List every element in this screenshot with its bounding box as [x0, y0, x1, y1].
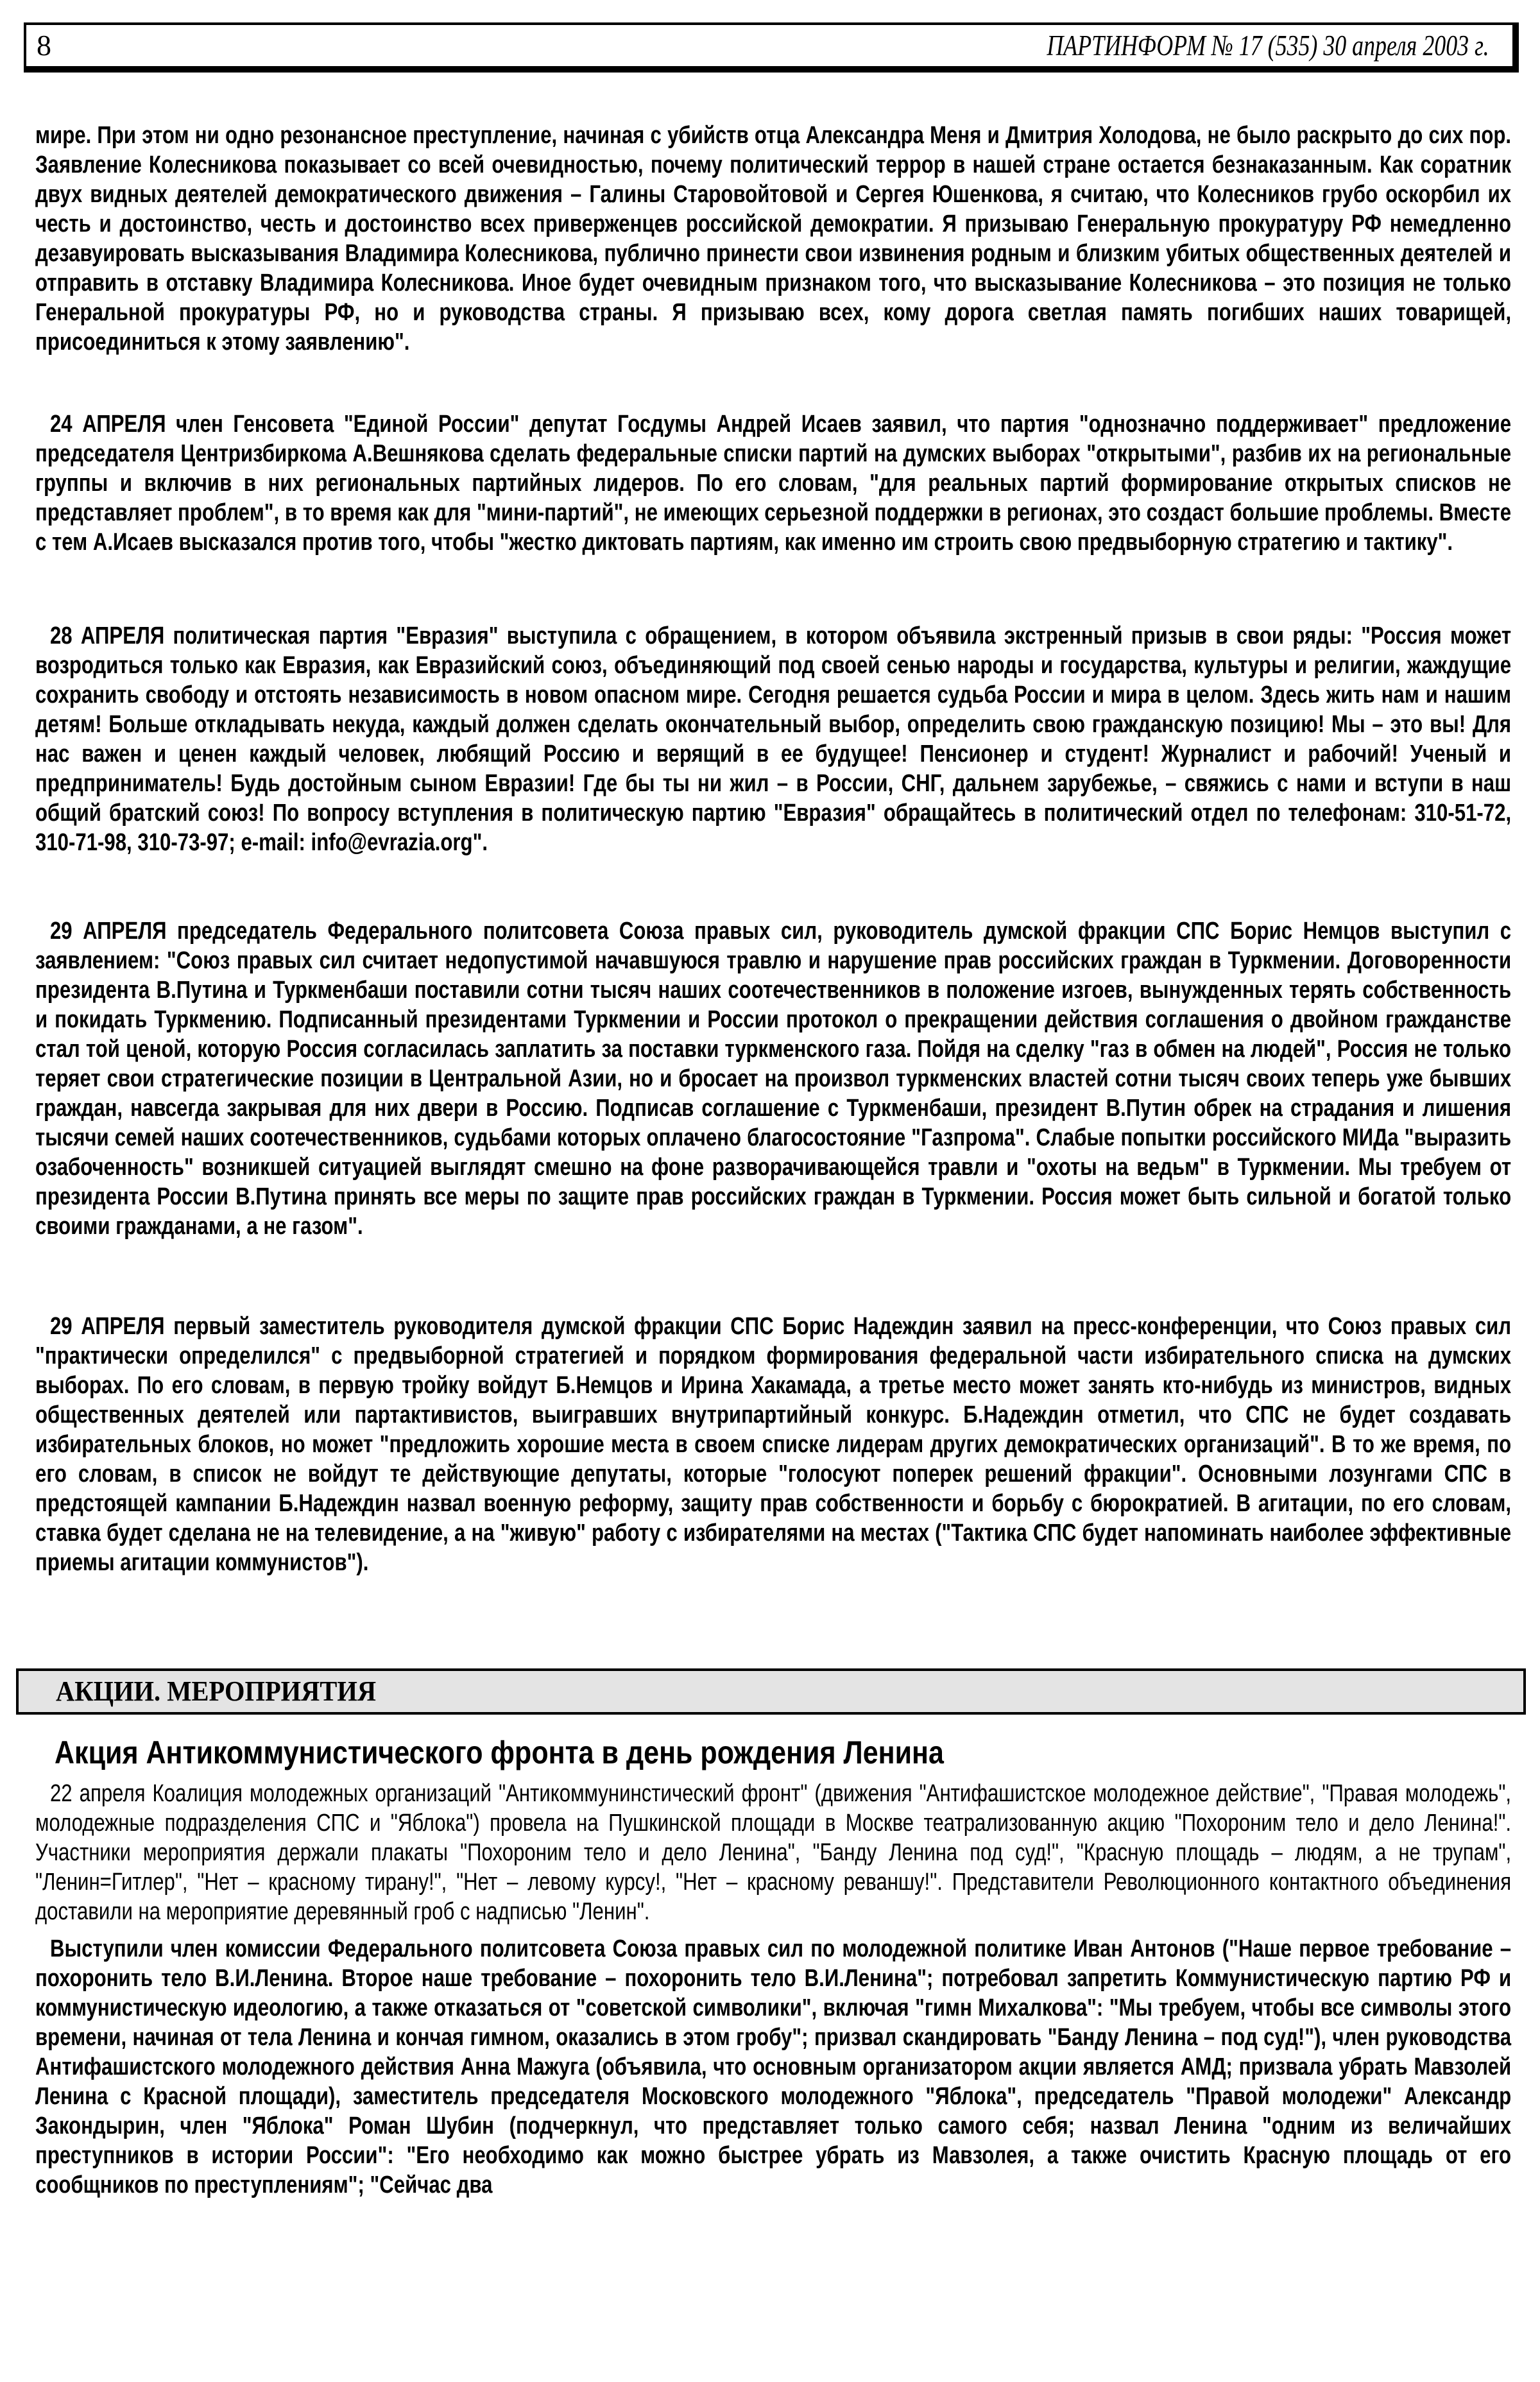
news-date: 29 АПРЕЛЯ	[49, 1313, 165, 1340]
news-text	[35, 121, 1511, 357]
news-body: первый заместитель руководителя думской фракции СПС Борис Надеждин заявил на пресс-конференции, что Союз правых сил "практически определился" с предвыборной стратегией и порядком формирования федеральной части избирательного списка на думских выборах. По его словам, в первую тройку войдут Б.Немцов и Ирина Хакамада, а третье место может занять кто-нибудь из министров, видных общественных деятелей или партактивистов, выигравших внутрипартийный конкурс. Б.Надеждин отметил, что СПС не будет создавать избирательных блоков, но может "предложить хорошие места в своем списке лидерам других демократических организаций". В то же время, по его словам, в список не войдут те действующие депутаты, которые "голосуют поперек решений фракции". Основными лозунгами СПС в предстоящей кампании Б.Надеждин назвал военную реформу, защиту прав собственности и борьбу с бюрократией. В агитации, по его словам, ставка будет сделана не на телевидение, а на "живую" работу с избирателями на местах ("Тактика СПС будет напоминать наиболее эффективные приемы агитации коммунистов").	[35, 1313, 1512, 1576]
news-date: 24 АПРЕЛЯ	[49, 411, 166, 438]
news-item	[35, 621, 1511, 857]
news-text	[35, 1312, 1511, 1577]
news-body: член Генсовета "Единой России" депутат Госдумы Андрей Исаев заявил, что партия "однозначно поддерживает" предложение председателя Центризбиркома А.Вешнякова сделать федеральные списки партий на думских выборах "открытыми", разбив их на региональные группы и включив в них региональных партийных лидеров. По его словам, "для реальных партий формирование открытых списков не представляет проблем", в то время как для "мини-партий", не имеющих серьезной поддержки в регионах, это создаст большие проблемы. Вместе с тем А.Исаев высказался против того, чтобы "жестко диктовать партиям, как именно им строить свою предвыборную стратегию и тактику".	[35, 411, 1512, 556]
section-header	[16, 1668, 1526, 1715]
news-item	[35, 409, 1511, 557]
news-text	[35, 409, 1511, 557]
news-text	[35, 916, 1511, 1241]
section-title: АКЦИИ. МЕРОПРИЯТИЯ	[56, 1675, 377, 1707]
news-item	[35, 121, 1511, 357]
article-heading: Акция Антикоммунистического фронта в день рождения Ленина	[55, 1735, 944, 1770]
page-number: 8	[37, 29, 51, 62]
news-body: политическая партия "Евразия" выступила с обращением, в котором объявила экстренный призыв в свои ряды: "Россия может возродиться только как Евразия, как Евразийский союз, объединяющий под своей сенью народы и государства, культуры и религии, жаждущие сохранить свободу и отстоять независимость в новом опасном мире. Сегодня решается судьба России и мира в целом. Здесь жить нам и нашим детям! Больше откладывать некуда, каждый должен сделать окончательный выбор, определить свою гражданскую позицию! Мы – это вы! Для нас важен и ценен каждый человек, любящий Россию и верящий в ее будущее! Пенсионер и студент! Журналист и рабочий! Ученый и предприниматель! Будь достойным сыном Евразии! Где бы ты ни жил – в России, СНГ, дальнем зарубежье, – свяжись с нами и вступи в наш общий братский союз! По вопросу вступления в политическую партию "Евразия" обращайтесь в политический отдел по телефонам: 310-51-72, 310-71-98, 310-73-97; e-mail: info@evrazia.org".	[35, 622, 1512, 856]
news-date: 29 АПРЕЛЯ	[49, 918, 167, 945]
news-text	[35, 621, 1511, 857]
article-paragraph: 22 апреля Коалиция молодежных организаций "Антикоммунинстический фронт" (движения "Антифашистское молодежное действие", "Правая молодежь", молодежные подразделения СПС и "Яблока") провела на Пушкинской площади в Москве театрализованную акцию "Похороним тело и дело Ленина!". Участники мероприятия держали плакаты "Похороним тело и дело Ленина", "Банду Ленина под суд!", "Красную площадь – людям, а не трупам", "Ленин=Гитлер", "Нет – красному тирану!", "Нет – левому курсу!, "Нет – красному реваншу!". Представители Революционного контактного объединения доставили на мероприятие деревянный гроб с надписью "Ленин".	[35, 1780, 1512, 1925]
news-date: 28 АПРЕЛЯ	[49, 622, 165, 649]
news-item	[35, 1312, 1511, 1577]
article-paragraph: Выступили член комиссии Федерального политсовета Союза правых сил по молодежной политике Иван Антонов ("Наше первое требование – похоронить тело В.И.Ленина. Второе наше требование – похоронить тело В.И.Ленина"; потребовал запретить Коммунистическую партию РФ и коммунистическую идеологию, а также отказаться от "советской символики", включая "гимн Михалкова": "Мы требуем, чтобы все символы этого времени, начиная от тела Ленина и кончая гимном, оказались в этом гробу"; призвал скандировать "Банду Ленина – под суд!"), член руководства Антифашистского молодежного действия Анна Мажуга (объявила, что основным организатором акции является АМД; призвала убрать Мавзолей Ленина с Красной площади), заместитель председателя Московского молодежного "Яблока", председатель "Правой молодежи" Александр Закондырин, член "Яблока" Роман Шубин (подчеркнул, что представляет только самого себя; назвал Ленина "одним из величайших преступников в истории России": "Его необходимо как можно быстрее убрать из Мавзолея, а также очистить Красную площадь от его сообщников по преступлениям"; "Сейчас два	[35, 1935, 1512, 2198]
news-body: мире. При этом ни одно резонансное преступление, начиная с убийств отца Александра Меня и Дмитрия Холодова, не было раскрыто до сих пор. Заявление Колесникова показывает со всей очевидностью, почему политический террор в нашей стране остается безнаказанным. Как соратник двух видных деятелей демократического движения – Галины Старовойтовой и Сергея Юшенкова, я считаю, что Колесников грубо оскорбил их честь и достоинство, честь и достоинство всех приверженцев российской демократии. Я призываю Генеральную прокуратуру РФ немедленно дезавуировать высказывания Владимира Колесникова, публично принести свои извинения родным и близким убитых общественных деятелей и отправить в отставку Владимира Колесникова. Иное будет очевидным признаком того, что высказывание Колесникова – это позиция не только Генеральной прокуратуры РФ, но и руководства страны. Я призываю всех, кому дорога светлая память погибших наших товарищей, присоединиться к этому заявлению".	[35, 122, 1512, 356]
news-body: председатель Федерального политсовета Союза правых сил, руководитель думской фракции СПС Борис Немцов выступил с заявлением: "Союз правых сил считает недопустимой начавшуюся травлю и нарушение прав российских граждан в Туркмении. Договоренности президента В.Путина и Туркменбаши поставили сотни тысяч наших соотечественников в положение изгоев, вынужденных терять собственность и покидать Туркмению. Подписанный президентами Туркмении и России протокол о прекращении действия соглашения о двойном гражданстве стал той ценой, которую Россия согласилась заплатить за поставки туркменского газа. Пойдя на сделку "газ в обмен на людей", Россия не только теряет свои стратегические позиции в Центральной Азии, но и бросает на произвол туркменских властей сотни тысяч своих теперь уже бывших граждан, навсегда закрывая для них двери в Россию. Подписав соглашение с Туркменбаши, президент В.Путин обрек на страдания и лишения тысячи семей наших соотечественников, судьбами которых оплачено благосостояние "Газпрома". Слабые попытки российского МИДа "выразить озабоченность" возникшей ситуацией выглядят смешно на фоне разворачивающейся травли и "охоты на ведьм" в Туркмении. Мы требуем от президента России В.Путина принять все меры по защите прав российских граждан в Туркмении. Россия может быть сильной и богатой только своими гражданами, а не газом".	[35, 918, 1512, 1240]
news-item	[35, 916, 1511, 1241]
article-body	[35, 1779, 1511, 2200]
issue-title: ПАРТИНФОРМ № 17 (535) 30 апреля 2003 г.	[1047, 29, 1489, 62]
page-header	[24, 22, 1519, 73]
